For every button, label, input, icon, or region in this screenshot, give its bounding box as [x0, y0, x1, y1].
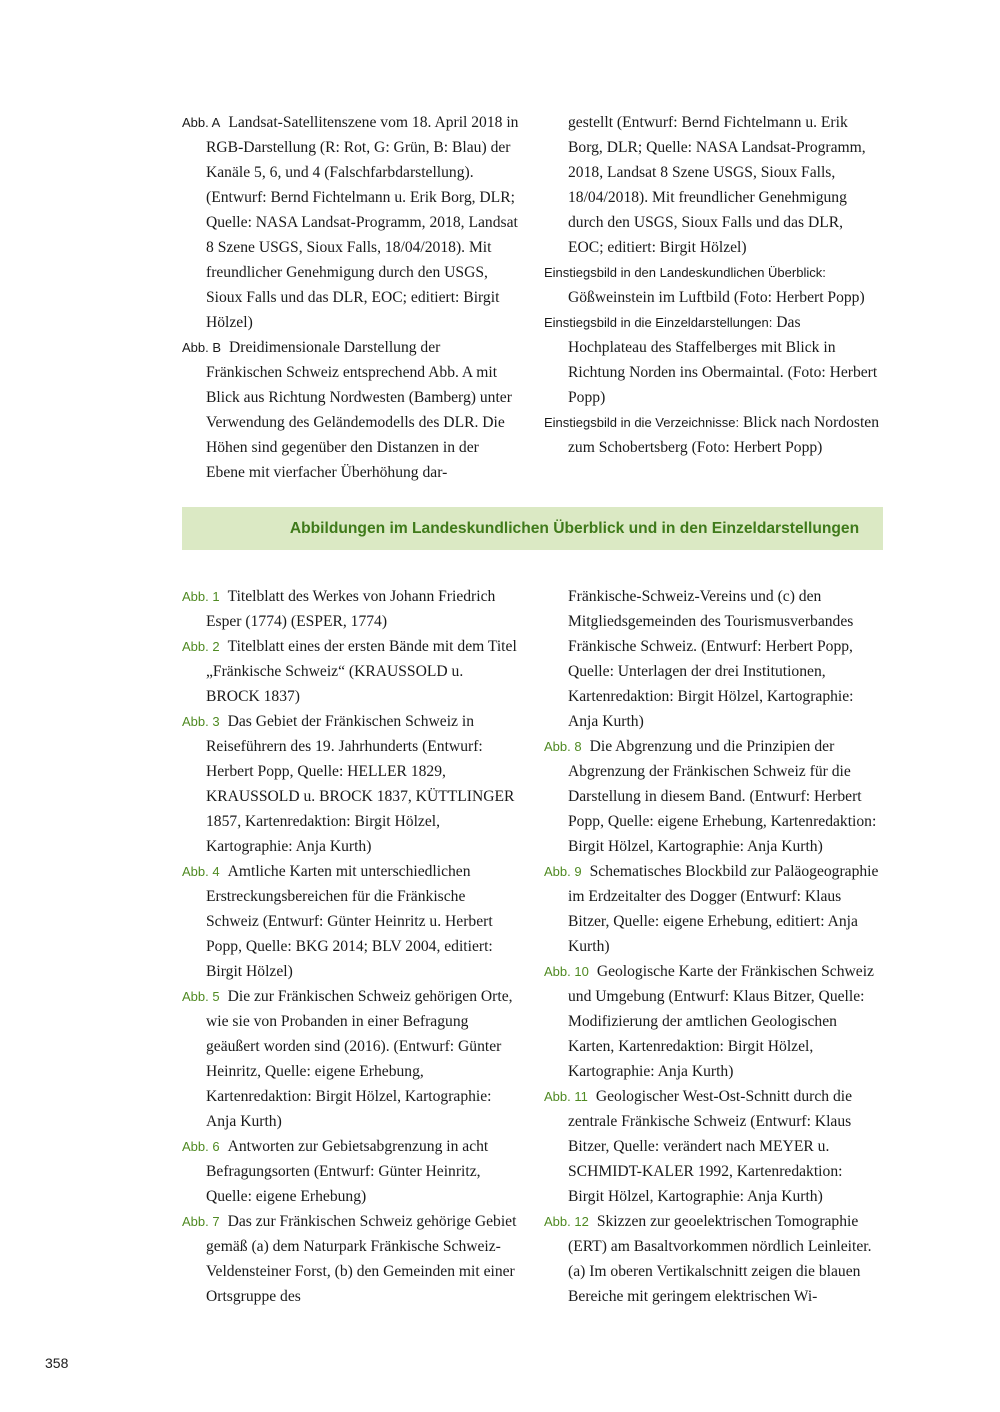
- caption-label: Abb. 4: [182, 864, 220, 879]
- caption-text: Fränkische-Schweiz-Vereins und (c) den Mitgliedsgemeinden des Tourismusverbandes Fränkische Schweiz. (Entwurf: Herbert Popp, Quelle: Unterlagen der drei Institutionen, Kartenredaktion: Birgit Hölzel, Kartographie: Anja Kurth): [568, 588, 854, 730]
- caption-text: Skizzen zur geoelektrischen Tomographie (ERT) am Basaltvorkommen nördlich Leinleiter. (a) Im oberen Vertikalschnitt zeigen die blauen Bereiche mit geringem elektrischen Wi-: [568, 1213, 872, 1305]
- caption-text: Die zur Fränkischen Schweiz gehörigen Orte, wie sie von Probanden in einer Befragung geäußert worden sind (2016). (Entwurf: Günter Heinritz, Quelle: eigene Erhebung, Kartenredaktion: Birgit Hölzel, Kartographie: Anja Kurth): [206, 988, 513, 1130]
- caption-text: Schematisches Blockbild zur Paläogeographie im Erdzeitalter des Dogger (Entwurf: Klaus Bitzer, Quelle: eigene Erhebung, editiert: Anja Kurth): [568, 863, 879, 955]
- caption-text: gestellt (Entwurf: Bernd Fichtelmann u. Erik Borg, DLR; Quelle: NASA Landsat-Programm, 2018, Landsat 8 Szene USGS, Sioux Falls, 18/04/2018). Mit freundlicher Genehmigung durch den USGS, Sioux Falls und das DLR, EOC; editiert: Birgit Hölzel): [568, 114, 866, 256]
- caption-abb-3: [182, 709, 520, 859]
- caption-abb-a: [182, 110, 520, 335]
- caption-text: Das Gebiet der Fränkischen Schweiz in Reiseführern des 19. Jahrhunderts (Entwurf: Herbert Popp, Quelle: HELLER 1829, KRAUSSOLD u. BROCK 1837, KÜTTLINGER 1857, Kartenredaktion: Birgit Hölzel, Kartographie: Anja Kurth): [206, 713, 515, 855]
- caption-continuation: [544, 110, 882, 260]
- caption-einstiegsbild-ueberblick: [544, 260, 882, 310]
- caption-label: Abb. 5: [182, 989, 220, 1004]
- top-left-column: [182, 110, 520, 485]
- caption-abb-12: [544, 1209, 882, 1309]
- bottom-right-column: [544, 584, 882, 1309]
- caption-text: Antworten zur Gebietsabgrenzung in acht Befragungsorten (Entwurf: Günter Heinritz, Quelle: eigene Erhebung): [206, 1138, 489, 1205]
- caption-einstiegsbild-einzeldarstellungen: [544, 310, 882, 410]
- caption-text: Dreidimensionale Darstellung der Fränkischen Schweiz entsprechend Abb. A mit Blick aus Richtung Nordwesten (Bamberg) unter Verwendung des Geländemodells des DLR. Die Höhen sind gegenüber den Distanzen in der Ebene mit vierfacher Überhöhung dar-: [206, 339, 512, 481]
- top-right-column: [544, 110, 882, 460]
- caption-label: Abb. 8: [544, 739, 582, 754]
- caption-abb-4: [182, 859, 520, 984]
- page-number: 358: [45, 1355, 69, 1371]
- caption-label: Abb. 6: [182, 1139, 220, 1154]
- caption-text: Gößweinstein im Luftbild (Foto: Herbert Popp): [568, 289, 865, 306]
- caption-abb-7: [182, 1209, 520, 1309]
- caption-label: Abb. B: [182, 340, 222, 355]
- section-heading: Abbildungen im Landeskundlichen Überblick und in den Einzeldarstellungen: [289, 520, 860, 537]
- caption-text: Amtliche Karten mit unterschiedlichen Erstreckungsbereichen für die Fränkische Schweiz (Entwurf: Günter Heinritz u. Herbert Popp, Quelle: BKG 2014; BLV 2004, editiert: Birgit Hölzel): [206, 863, 493, 980]
- caption-label: Einstiegsbild in die Einzeldarstellungen:: [544, 315, 773, 330]
- caption-abb-1: [182, 584, 520, 634]
- caption-label: Abb. 9: [544, 864, 582, 879]
- caption-abb-9: [544, 859, 882, 959]
- bottom-left-column: [182, 584, 520, 1309]
- caption-label: Abb. A: [182, 115, 221, 130]
- caption-label: Einstiegsbild in die Verzeichnisse:: [544, 415, 740, 430]
- caption-text: Geologische Karte der Fränkischen Schweiz und Umgebung (Entwurf: Klaus Bitzer, Quelle: Modifizierung der amtlichen Geologischen Karten, Kartenredaktion: Birgit Hölzel, Kartographie: Anja Kurth): [568, 963, 874, 1080]
- caption-text: Geologischer West-Ost-Schnitt durch die zentrale Fränkische Schweiz (Entwurf: Klaus Bitzer, Quelle: verändert nach MEYER u. SCHMIDT-KALER 1992, Kartenredaktion: Birgit Hölzel, Kartographie: Anja Kurth): [568, 1088, 852, 1205]
- caption-text: Das Hochplateau des Staffelberges mit Blick in Richtung Norden ins Obermaintal. (Foto: Herbert Popp): [568, 314, 878, 406]
- caption-einstiegsbild-verzeichnisse: [544, 410, 882, 460]
- caption-label: Abb. 7: [182, 1214, 220, 1229]
- caption-abb-6: [182, 1134, 520, 1209]
- section-heading-banner: [182, 507, 883, 550]
- caption-text: Landsat-Satellitenszene vom 18. April 2018 in RGB-Darstellung (R: Rot, G: Grün, B: Blau) der Kanäle 5, 6, und 4 (Falschfarbdarstellung). (Entwurf: Bernd Fichtelmann u. Erik Borg, DLR; Quelle: NASA Landsat-Programm, 2018, Landsat 8 Szene USGS, Sioux Falls, 18/04/2018). Mit freundlicher Genehmigung durch den USGS, Sioux Falls und das DLR, EOC; editiert: Birgit Hölzel): [206, 114, 519, 331]
- caption-abb-2: [182, 634, 520, 709]
- caption-label: Abb. 2: [182, 639, 220, 654]
- caption-label: Abb. 10: [544, 964, 589, 979]
- caption-text: Blick nach Nordosten zum Schobertsberg (Foto: Herbert Popp): [568, 414, 879, 456]
- caption-abb-10: [544, 959, 882, 1084]
- caption-text: Das zur Fränkischen Schweiz gehörige Gebiet gemäß (a) dem Naturpark Fränkische Schweiz-Veldensteiner Forst, (b) den Gemeinden mit einer Ortsgruppe des: [206, 1213, 517, 1305]
- caption-text: Die Abgrenzung und die Prinzipien der Abgrenzung der Fränkischen Schweiz für die Darstellung in diesem Band. (Entwurf: Herbert Popp, Quelle: eigene Erhebung, Kartenredaktion: Birgit Hölzel, Kartographie: Anja Kurth): [568, 738, 877, 855]
- caption-continuation: [544, 584, 882, 734]
- caption-text: Titelblatt eines der ersten Bände mit dem Titel „Fränkische Schweiz“ (KRAUSSOLD u. BROCK 1837): [206, 638, 517, 705]
- caption-text: Titelblatt des Werkes von Johann Friedrich Esper (1774) (ESPER, 1774): [206, 588, 496, 630]
- caption-label: Abb. 1: [182, 589, 220, 604]
- caption-label: Abb. 3: [182, 714, 220, 729]
- caption-abb-8: [544, 734, 882, 859]
- caption-label: Abb. 11: [544, 1089, 588, 1104]
- caption-label: Einstiegsbild in den Landeskundlichen Überblick:: [544, 265, 826, 280]
- caption-abb-5: [182, 984, 520, 1134]
- caption-abb-b: [182, 335, 520, 485]
- caption-label: Abb. 12: [544, 1214, 589, 1229]
- caption-abb-11: [544, 1084, 882, 1209]
